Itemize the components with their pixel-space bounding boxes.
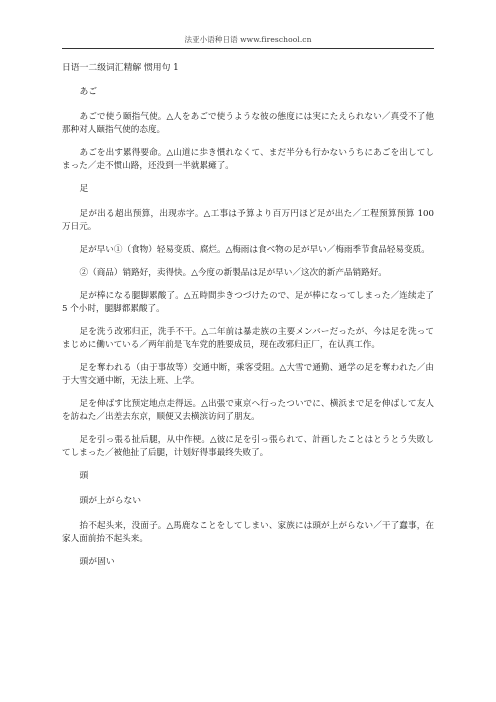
entry-paragraph: 足を伸ばす比预定地点走得远。△出張で東京へ行ったついでに、横浜まで足を伸ばして友人を訪ねた／出差去东京，顺便又去横滨访问了朋友。 bbox=[62, 398, 434, 422]
entry-paragraph: 足が出る超出预算，出现赤字。△工事は予算より百万円ほど足が出た／工程预算预算 100 万日元。 bbox=[62, 208, 434, 232]
entry-paragraph: あごで使う颐指气使。△人をあごで使うような彼の態度には実にたえられない／真受不了他那种对人颐指气使的态度。 bbox=[62, 111, 434, 135]
entry-paragraph: 足を奪われる（由于事故等）交通中断，乘客受阻。△大雪で通勤、通学の足を奪われた／由于大雪交通中断，无法上班、上学。 bbox=[62, 362, 434, 386]
entry-paragraph: 足が棒になる腿脚累酸了。△五時間歩きつづけたので、足が棒になってしまった／连续走了 5 个小时，腿脚都累酸了。 bbox=[62, 290, 434, 314]
entry-paragraph: 抬不起头来，没面子。△馬鹿なことをしてしまい、家族には頭が上がらない／干了蠢事，在家人面前抬不起头来。 bbox=[62, 520, 434, 544]
entry-paragraph: 足が早い①（食物）轻易变质、腐烂。△梅雨は食べ物の足が早い／梅雨季节食品轻易变质。 bbox=[79, 244, 430, 255]
section-heading: あご bbox=[79, 86, 98, 97]
page-header: 法亚小语种日语 www.fireschool.cn bbox=[62, 34, 434, 49]
entry-paragraph: 足を洗う改邪归正，洗手不干。△二年前は暴走族の主要メンバーだったが、今は足を洗ってまじめに働いている／两年前是飞车党的胜要成员，现在改邪归正厂，在认真工作。 bbox=[62, 326, 434, 350]
document-body bbox=[62, 62, 434, 581]
section-heading: 頭が固い bbox=[79, 556, 115, 567]
section-heading: 足 bbox=[79, 183, 89, 194]
entry-paragraph: ②（商品）销路好，卖得快。△今度の新製品は足が早い／这次的新产品销路好。 bbox=[79, 267, 387, 278]
document-title: 日语一二级词汇精解 惯用句 1 bbox=[62, 63, 179, 73]
section-heading: 頭が上がらない bbox=[79, 495, 142, 506]
section-list bbox=[62, 86, 434, 568]
entry-paragraph: 足を引っ張る扯后腿，从中作梗。△彼に足を引っ張られて、計画したことはとうとう失敗してしまった／被他扯了后腿，计划好得事最终失败了。 bbox=[62, 434, 434, 458]
section-heading: 頭 bbox=[79, 470, 89, 481]
entry-paragraph: あごを出す累得要命。△山道に歩き慣れなくて、まだ半分も行かないうちにあごを出してしまった／走不惯山路，还没到一半就累瘫了。 bbox=[62, 147, 434, 171]
